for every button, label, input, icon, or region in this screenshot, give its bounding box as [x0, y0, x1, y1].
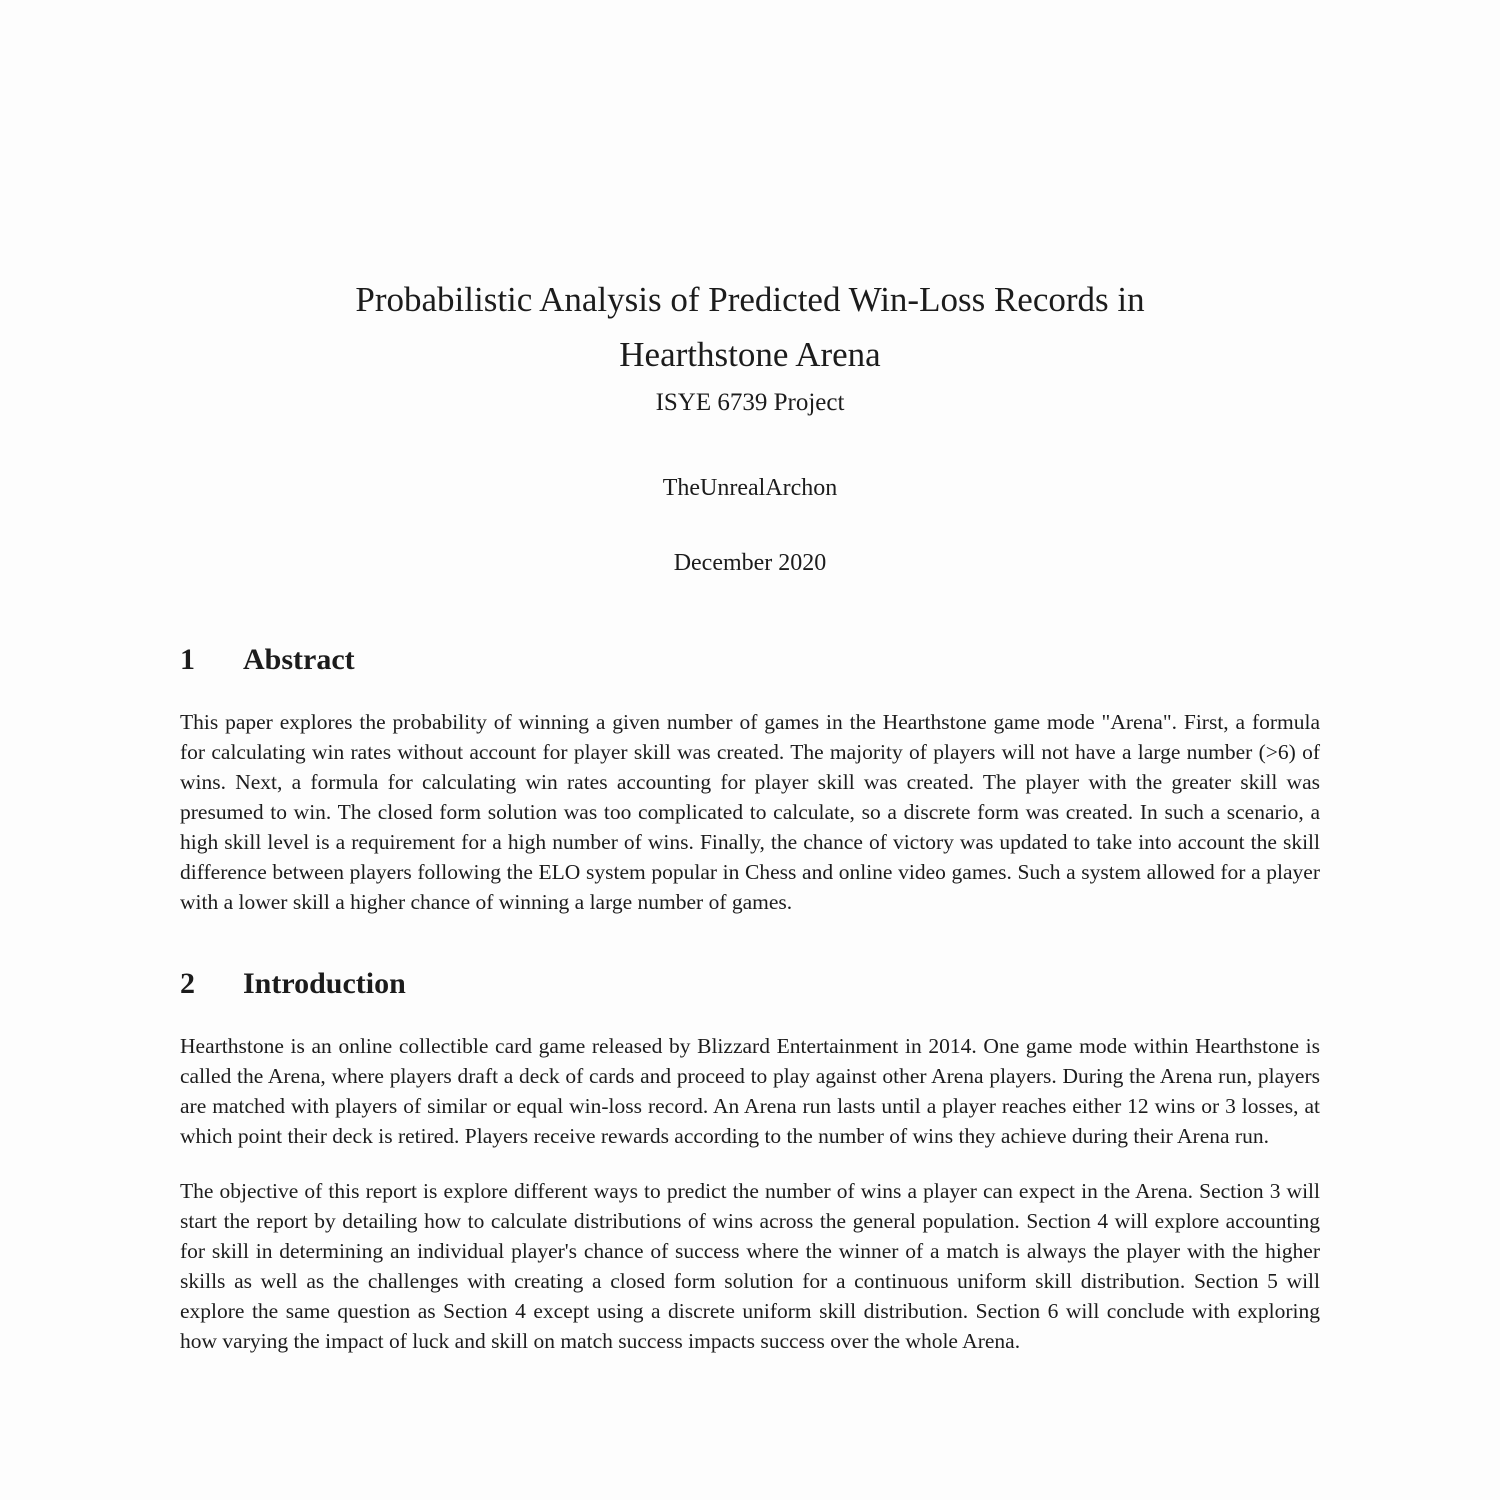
paper-title-line-2: Hearthstone Arena [619, 335, 881, 375]
section-title: Introduction [243, 966, 406, 1000]
section-heading-abstract [180, 643, 1320, 677]
introduction-paragraph-1: Hearthstone is an online collectible card game released by Blizzard Entertainment in 2014. One game mode within Hearthstone is called the Arena, where players draft a deck of cards and proceed to play against other Arena players. During the Arena run, players are matched with players of similar or equal win-loss record. An Arena run lasts until a player reaches either 12 wins or 3 losses, at which point their deck is retired. Players receive rewards according to the number of wins they achieve during their Arena run. [180, 1033, 1320, 1148]
section-number: 2 [180, 966, 195, 1000]
section-title: Abstract [243, 642, 355, 676]
page-content [180, 0, 1320, 1381]
section-heading-introduction [180, 967, 1320, 1001]
paper-subtitle: ISYE 6739 Project [655, 388, 845, 416]
introduction-paragraph-2: The objective of this report is explore different ways to predict the number of wins a player can expect in the Arena. Section 3 will start the report by detailing how to calculate distributions of wins across the general population. Section 4 will explore accounting for skill in determining an individual player's chance of success where the winner of a match is always the player with the higher skills as well as the challenges with creating a closed form solution for a continuous uniform skill distribution. Section 5 will explore the same question as Section 4 except using a discrete uniform skill distribution. Section 6 will conclude with exploring how varying the impact of luck and skill on match success impacts success over the whole Arena. [180, 1178, 1320, 1353]
abstract-paragraph: This paper explores the probability of winning a given number of games in the Hearthstone game mode "Arena". First, a formula for calculating win rates without account for player skill was created. The majority of players will not have a large number (>6) of wins. Next, a formula for calculating win rates accounting for player skill was created. The player with the greater skill was presumed to win. The closed form solution was too complicated to calculate, so a discrete form was created. In such a scenario, a high skill level is a requirement for a high number of wins. Finally, the chance of victory was updated to take into account the skill difference between players following the ELO system popular in Chess and online video games. Such a system allowed for a player with a lower skill a higher chance of winning a large number of games. [180, 709, 1320, 914]
section-number: 1 [180, 642, 195, 676]
title-block [180, 0, 1320, 577]
paper-author: TheUnrealArchon [662, 474, 838, 501]
paper-title-line-1: Probabilistic Analysis of Predicted Win-Loss Records in [355, 280, 1145, 319]
paper-date: December 2020 [673, 549, 827, 576]
